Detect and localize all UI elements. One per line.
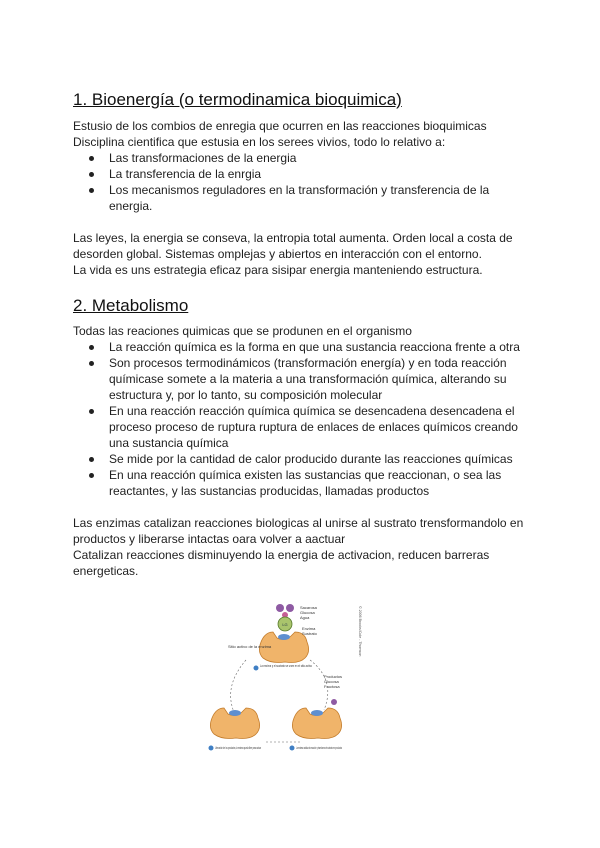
enzyme-cycle-figure	[206, 600, 364, 762]
bullet-icon	[89, 473, 94, 478]
list-item: Son procesos termodinámicos (transformación energía) y en toda reacción químicase somete a la materia a una transformación química, alterando su estructura y, por lo tanto, su composición molecular	[73, 355, 533, 403]
svg-text:LG: LG	[282, 622, 288, 627]
label-sacarosa: Sacarosa	[300, 605, 317, 610]
bullet-icon	[89, 457, 94, 462]
bullet-icon	[89, 361, 94, 366]
bullet-icon	[89, 345, 94, 350]
section2-paragraph-1: Las enzimas catalizan reacciones biologicas al unirse al sustrato trensformandolo en productos y liberarse intactas oara volver a aactuar	[73, 516, 524, 546]
step-3-icon	[209, 746, 214, 751]
label-glucosa-2: Glucosa	[324, 679, 339, 684]
step-1-icon	[290, 746, 295, 751]
step-2-icon	[254, 666, 259, 671]
bullet-icon	[89, 188, 94, 193]
enzyme-bottom-right-icon	[292, 699, 341, 739]
label-step-3: Liberación de los productos; la enzima queda libre para actuar	[215, 746, 262, 750]
section-heading-metabolismo: 2. Metabolismo	[73, 296, 189, 315]
figure-credit: © 2006 Brooks/Cole - Thomson	[358, 606, 362, 657]
label-sustrato: Sustrato	[302, 631, 317, 636]
label-agua: Agua	[300, 615, 310, 620]
section2-bullet-list	[73, 339, 533, 499]
substrate-molecule-icon	[276, 604, 294, 631]
list-item: Los mecanismos reguladores en la transformación y transferencia de la energia.	[73, 182, 533, 214]
label-enzima: Enzima	[302, 626, 316, 631]
list-item: En una reacción reacción química química se desencadena desencadena el proceso proceso de ruptura ruptura de enlaces de enlaces químicos creando una sustancia química	[73, 403, 533, 451]
list-item: La reacción química es la forma en que una sustancia reacciona frente a otra	[73, 339, 533, 355]
section-heading-bioenergia: 1. Bioenergía (o termodinamica bioquimica)	[73, 90, 402, 109]
enzyme-bottom-left-icon	[210, 708, 259, 739]
list-item: Las transformaciones de la energia	[73, 150, 533, 166]
section2-paragraph-2: Catalizan reacciones disminuyendo la energia de activacion, reducen barreras energeticas.	[73, 548, 490, 578]
label-glucosa: Glucosa	[300, 610, 315, 615]
bullet-icon	[89, 172, 94, 177]
section1-intro-line1: Estusio de los combios de enregia que ocurren en las reacciones bioquimicas	[73, 119, 487, 133]
label-step-2: La enzima cataliza la reacción y transforma el sustrato en productos	[296, 746, 343, 750]
list-item: La transferencia de la enrgia	[73, 166, 533, 182]
section1-paragraph-1: Las leyes, la energia se conseva, la entropia total aumenta. Orden local a costa de desorden global. Sistemas omplejas y abiertos en interacción con el entorno.	[73, 231, 513, 261]
section1-bullet-list	[73, 150, 533, 214]
label-step-1: La enzima y el sustrato se unen en el sitio activo	[260, 664, 312, 668]
bullet-icon	[89, 156, 94, 161]
list-item: En una reacción química existen las sustancias que reaccionan, o sea las reactantes, y las sustancias producidas, llamadas productos	[73, 467, 533, 499]
label-productos: Productos	[324, 674, 343, 679]
label-fructosa: Fructosa	[324, 684, 340, 689]
section2-intro: Todas las reaciones quimicas que se produnen en el organismo	[73, 324, 412, 338]
section1-paragraph-2: La vida es uns estrategia eficaz para sisipar energia manteniendo estructura.	[73, 263, 483, 277]
list-item: Se mide por la cantidad de calor producido durante las reacciones químicas	[73, 451, 533, 467]
section1-intro-line2: Disciplina cientifica que estusia en los serees vivios, todo lo relativo a:	[73, 135, 446, 149]
label-sitio-activo: Sitio activo de la enzima	[228, 644, 272, 649]
enzyme-cycle-diagram	[206, 600, 364, 762]
bullet-icon	[89, 409, 94, 414]
